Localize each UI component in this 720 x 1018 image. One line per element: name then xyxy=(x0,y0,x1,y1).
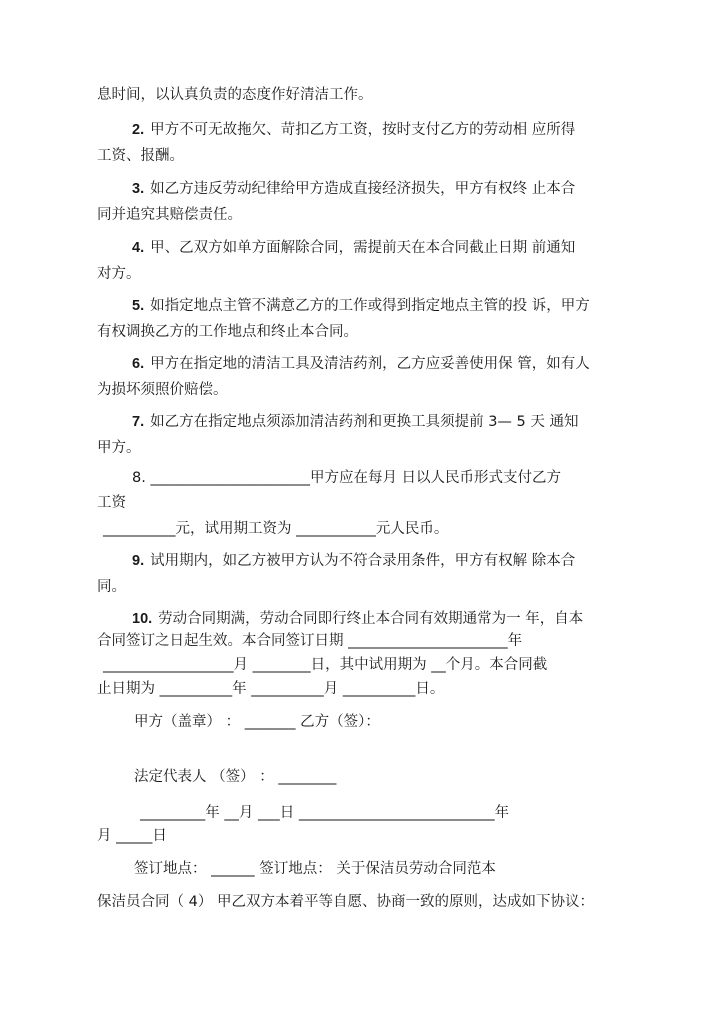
signature-date-line-1: _________年 __月 ___日 ___________________________年 xyxy=(140,805,510,821)
clause-text: 如乙方违反劳动纪律给甲方造成直接经济损失，甲方有权终 止本合 xyxy=(150,181,576,197)
clause-4-line-2: 对方。 xyxy=(97,266,141,282)
signing-place: 签订地点： ______ 签订地点： 关于保洁员劳动合同范本 xyxy=(134,861,496,877)
clause-7-line-1 xyxy=(132,409,578,435)
clause-10-line-4: 止日期为 __________年 __________月 __________日。 xyxy=(97,681,445,697)
clause-number: 7. xyxy=(132,414,145,430)
clause-7-line-2: 甲方。 xyxy=(97,440,141,456)
clause-9-line-1 xyxy=(132,548,575,574)
clause-text: 甲、乙双方如单方面解除合同，需提前天在本合同截止日期 前通知 xyxy=(150,240,576,256)
clause-text: 试用期内，如乙方被甲方认为不符合录用条件，甲方有权解 除本合 xyxy=(150,553,576,569)
clause-10-line-2: 合同签订之日起生效。本合同签订日期 ______________________年 xyxy=(97,633,523,649)
clause-2-line-1 xyxy=(132,117,575,143)
clause-5-line-1 xyxy=(132,293,590,319)
clause-number: 6. xyxy=(132,356,145,372)
clause-6-line-2: 为损坏须照价赔偿。 xyxy=(97,382,228,398)
clause-number: 10. xyxy=(132,611,153,627)
clause-text: 如乙方在指定地点须添加清洁药剂和更换工具须提前 3— 5 天 通知 xyxy=(150,414,579,430)
next-contract-intro: 保洁员合同（ 4） 甲乙双方本着平等自愿、协商一致的原则，达成如下协议： xyxy=(97,894,594,910)
signature-parties: 甲方（盖章） ： _______ 乙方（签）： xyxy=(134,714,380,730)
signature-date-line-2: 月 _____日 xyxy=(97,828,167,844)
clause-10-line-3: __________________月 ________日，其中试用期为 __个月。本合同截 xyxy=(103,657,548,673)
clause-number: 9. xyxy=(132,553,145,569)
signature-representative: 法定代表人 （签） ： ________ xyxy=(134,769,337,785)
clause-text: 劳动合同期满，劳动合同即行终止本合同有效期通常为一 年，自本 xyxy=(158,611,584,627)
clause-5-line-2: 有权调换乙方的工作地点和终止本合同。 xyxy=(97,324,358,340)
clause-number: 5. xyxy=(132,298,145,314)
clause-3-line-2: 同并追究其赔偿责任。 xyxy=(97,207,242,223)
clause-text: 甲方在指定地的清洁工具及清洁药剂，乙方应妥善使用保 管，如有人 xyxy=(150,356,590,372)
clause-8-line-3: __________元，试用期工资为 ___________元人民币。 xyxy=(103,521,449,537)
paragraph-line: 息时间，以认真负责的态度作好清洁工作。 xyxy=(97,87,373,103)
clause-number: 4. xyxy=(132,240,145,256)
clause-text: 甲方不可无故拖欠、苛扣乙方工资，按时支付乙方的劳动相 应所得 xyxy=(150,122,576,138)
clause-number: 3. xyxy=(132,181,145,197)
clause-9-line-2: 同。 xyxy=(97,579,126,595)
clause-6-line-1 xyxy=(132,351,590,377)
clause-text: 如指定地点主管不满意乙方的工作或得到指定地点主管的投 诉，甲方 xyxy=(150,298,590,314)
clause-8-line-1: 8. ______________________甲方应在每月 日以人民币形式支付乙方 xyxy=(132,470,562,486)
clause-2-line-2: 工资、报酬。 xyxy=(97,148,184,164)
clause-8-line-2: 工资 xyxy=(97,495,126,511)
clause-4-line-1 xyxy=(132,235,575,261)
clause-number: 2. xyxy=(132,122,145,138)
clause-3-line-1 xyxy=(132,176,575,202)
